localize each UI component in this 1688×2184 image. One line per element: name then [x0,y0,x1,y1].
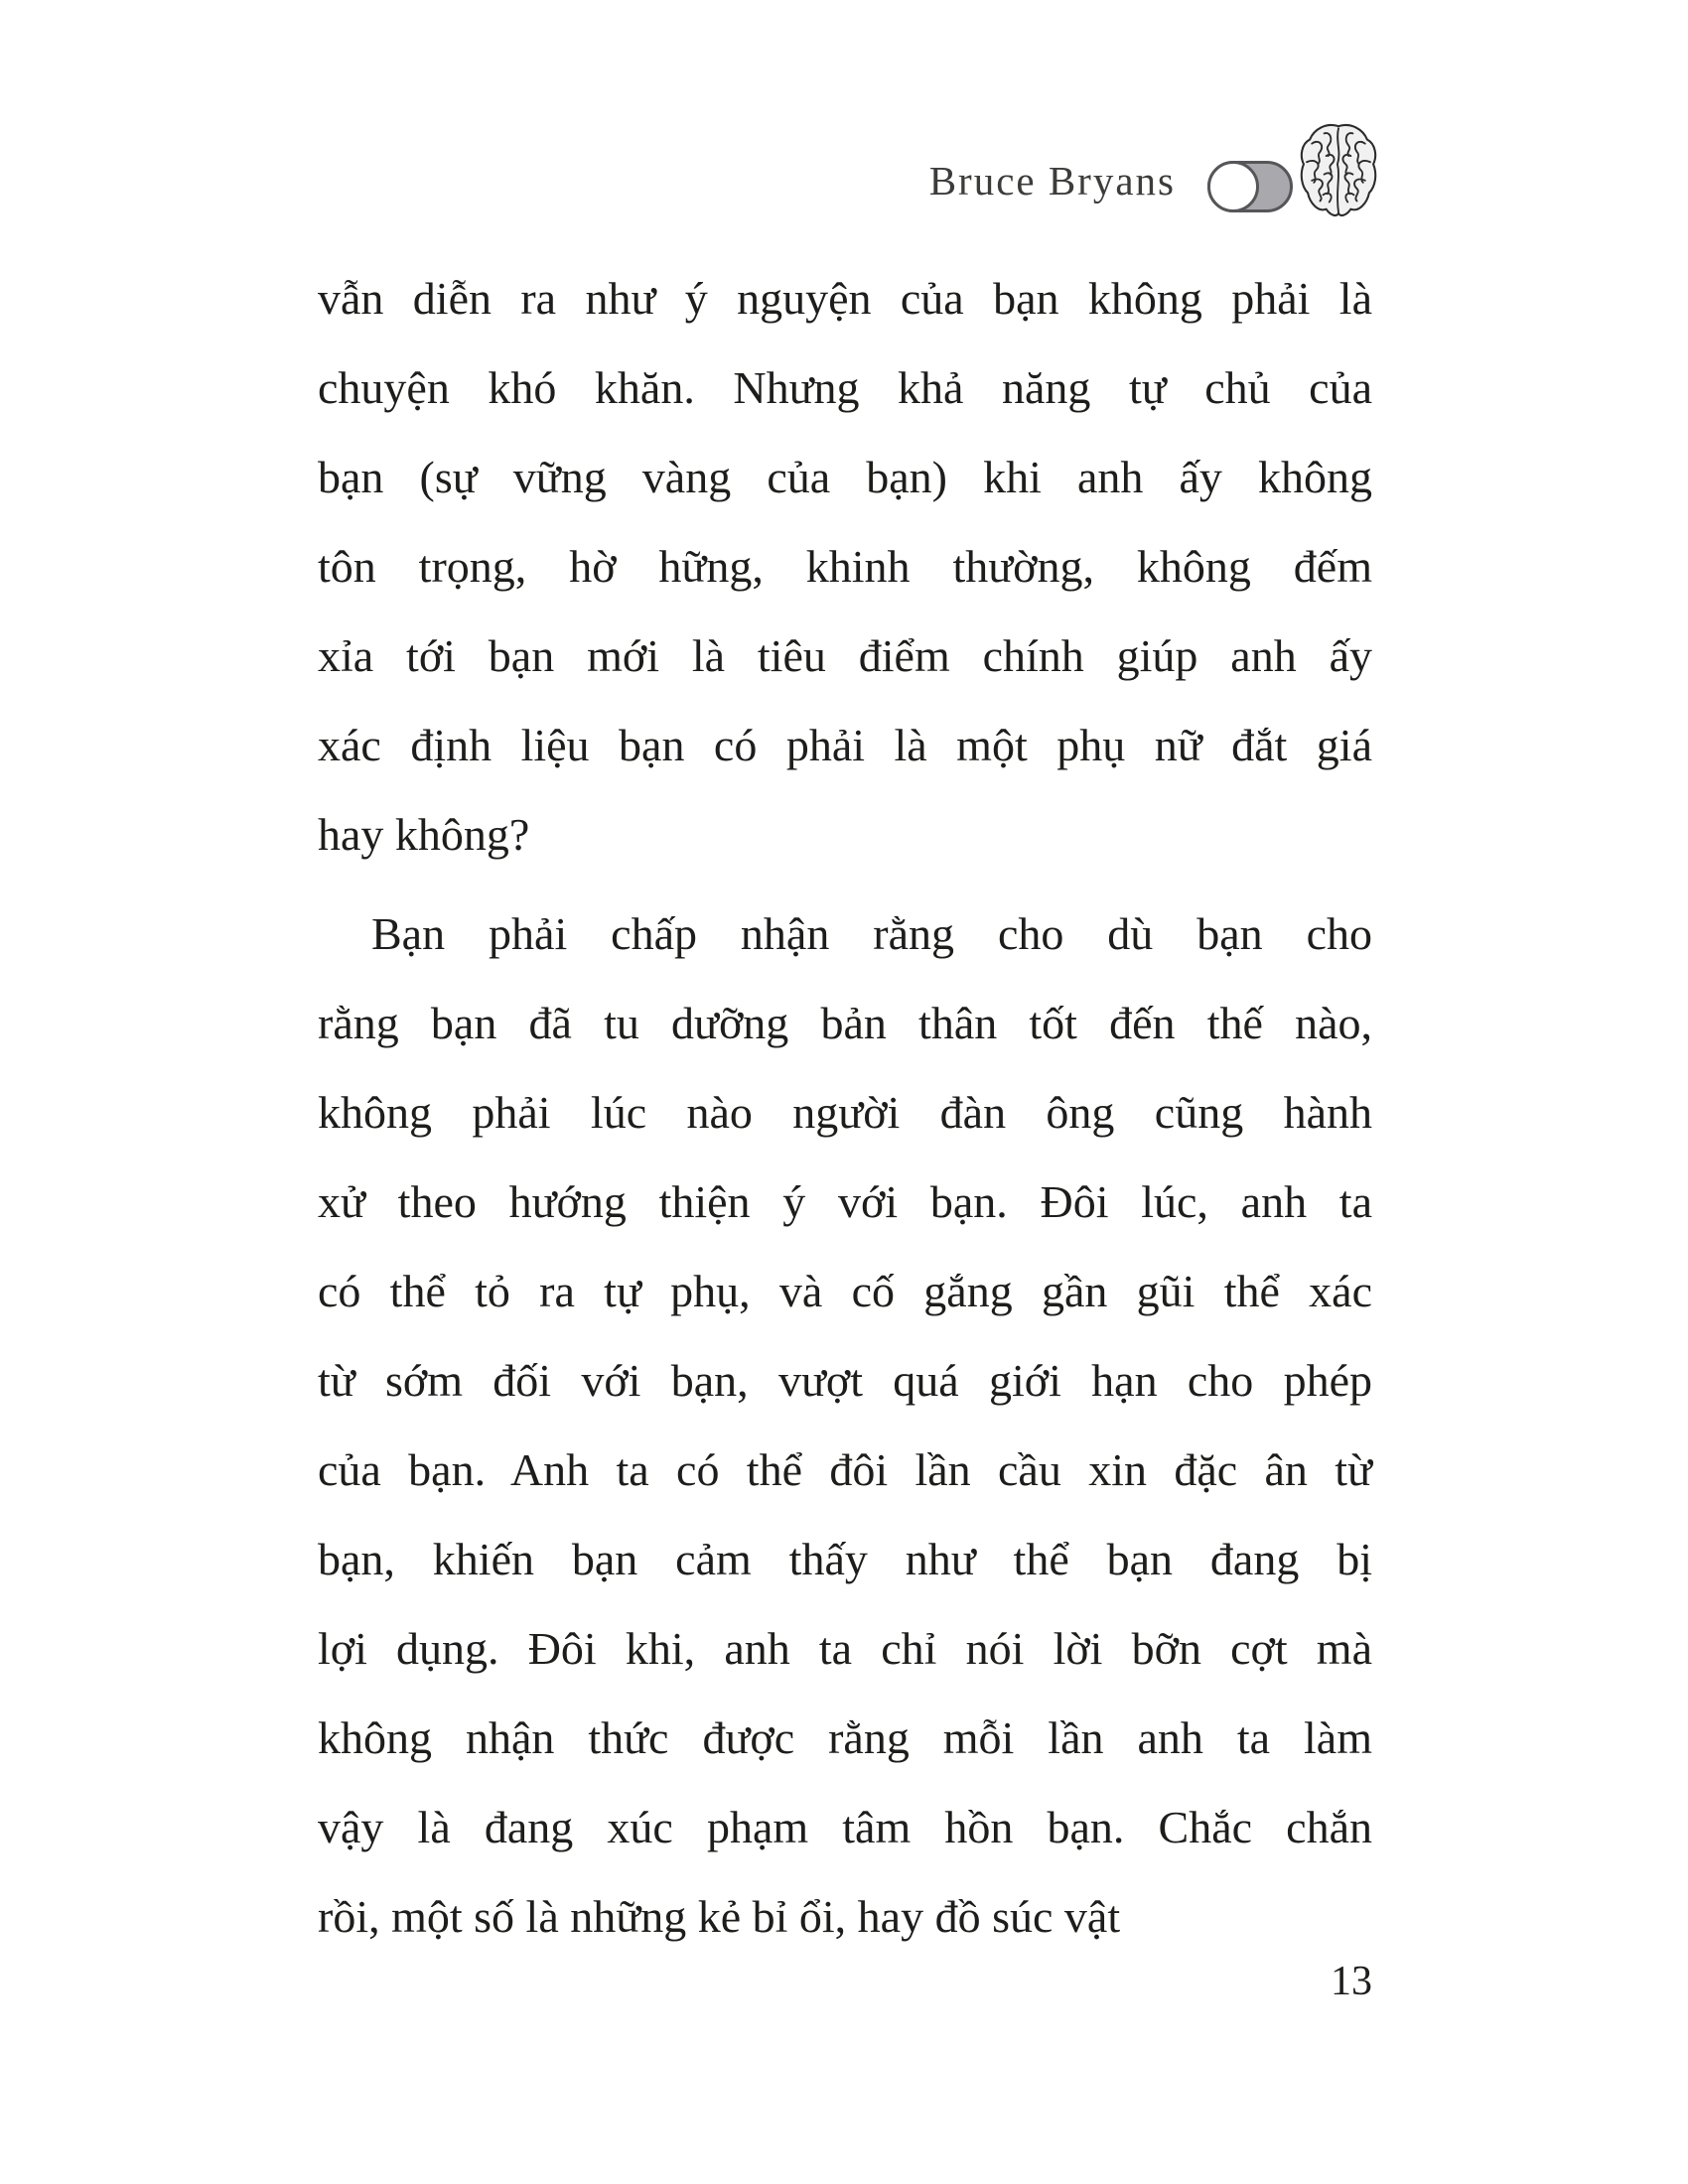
text-line: xử theo hướng thiện ý với bạn. Đôi lúc, anh ta [318,1176,1372,1227]
body-text [318,254,1372,1962]
text-line: xỉa tới bạn mới là tiêu điểm chính giúp anh ấy [318,630,1372,681]
brain-icon [1297,121,1380,218]
text-line: của bạn. Anh ta có thể đôi lần cầu xin đặc ân từ [318,1444,1372,1495]
paragraph-2 [318,889,1372,1962]
text-line: không phải lúc nào người đàn ông cũng hành [318,1087,1372,1138]
text-line: vẫn diễn ra như ý nguyện của bạn không phải là [318,273,1372,324]
text-line: xác định liệu bạn có phải là một phụ nữ đắt giá [318,720,1372,770]
running-header [0,0,1688,238]
text-line: bạn, khiến bạn cảm thấy như thể bạn đang bị [318,1534,1372,1584]
author-name: Bruce Bryans [928,158,1176,204]
text-line: hay không? [318,809,530,860]
text-line: có thể tỏ ra tự phụ, và cố gắng gần gũi thể xác [318,1266,1372,1316]
toggle-switch-icon [1207,161,1293,212]
text-line: rằng bạn đã tu dưỡng bản thân tốt đến thế nào, [318,998,1372,1048]
text-line: vậy là đang xúc phạm tâm hồn bạn. Chắc chắn [318,1802,1372,1852]
paragraph-1 [318,254,1372,880]
text-line: lợi dụng. Đôi khi, anh ta chỉ nói lời bỡn cợt mà [318,1623,1372,1674]
page-number: 13 [1331,1959,1372,2004]
text-line: Bạn phải chấp nhận rằng cho dù bạn cho [371,908,1372,959]
text-line: chuyện khó khăn. Nhưng khả năng tự chủ của [318,362,1372,413]
text-line: từ sớm đối với bạn, vượt quá giới hạn cho phép [318,1355,1372,1406]
text-line: bạn (sự vững vàng của bạn) khi anh ấy không [318,452,1372,502]
text-line: tôn trọng, hờ hững, khinh thường, không đếm [318,541,1372,592]
text-line: rồi, một số là những kẻ bỉ ổi, hay đồ súc vật [318,1891,1121,1942]
toggle-knob [1207,161,1259,212]
text-line: không nhận thức được rằng mỗi lần anh ta làm [318,1712,1372,1763]
